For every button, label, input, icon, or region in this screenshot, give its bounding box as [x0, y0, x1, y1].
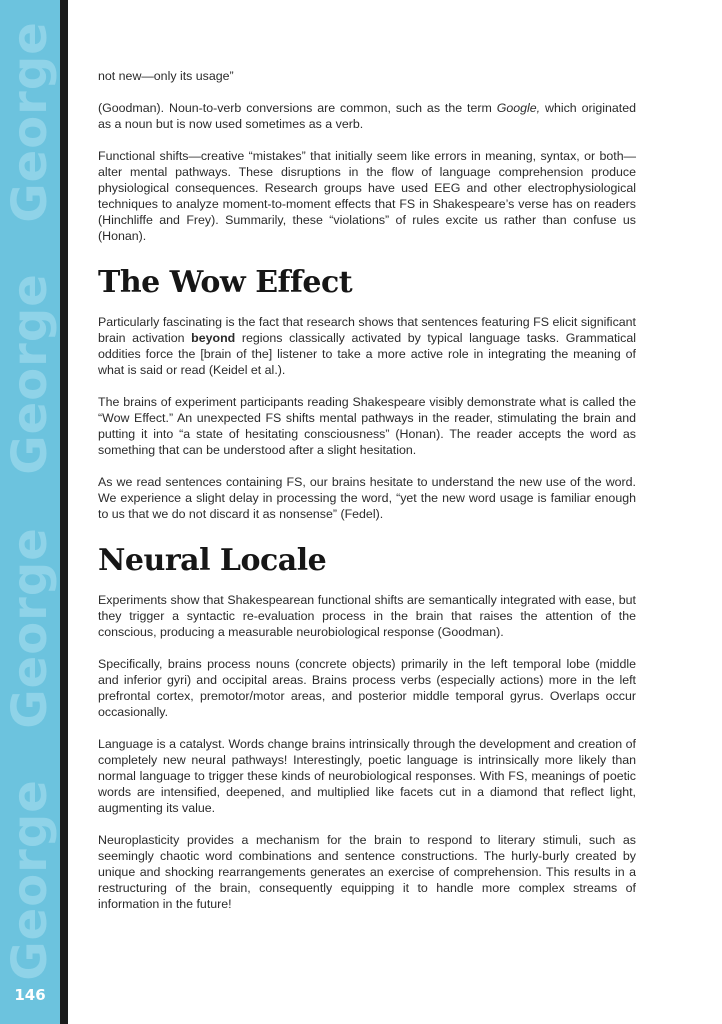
article-body: [98, 68, 636, 912]
sidebar-watermark: George: [2, 779, 58, 981]
paragraph: [98, 314, 636, 378]
paragraph: Specifically, brains process nouns (concrete objects) primarily in the left temporal lobe (middle and inferior gyri) and occipital areas. Brains process verbs (especially actions) more in the left prefrontal cortex, premotor/motor areas, and posterior middle temporal gyrus. Overlaps occur occasionally.: [98, 657, 636, 719]
paragraph: not new—only its usage”: [98, 69, 234, 83]
sidebar-watermark: George: [2, 21, 58, 223]
strong-text: beyond: [191, 331, 236, 345]
paragraph: Neuroplasticity provides a mechanism for the brain to respond to literary stimuli, such as seemingly chaotic word combinations and sentence constructions. The hurly-burly created by unique and shocking rearrangements generates an exercise of comprehension. This results in a restructuring of the brain, consequently equipping it to handle more complex streams of information in the future!: [98, 833, 636, 911]
sidebar-watermark: George: [2, 273, 58, 475]
sidebar-divider: [60, 0, 68, 1024]
paragraph: As we read sentences containing FS, our brains hesitate to understand the new use of the word. We experience a slight delay in processing the word, “yet the new word usage is familiar enough to us that we do not discard it as nonsense” (Fedel).: [98, 475, 636, 521]
section-heading: The Wow Effect: [98, 265, 353, 300]
section-heading: Neural Locale: [98, 543, 327, 578]
sidebar-watermark: George: [2, 527, 58, 729]
paragraph: Functional shifts—creative “mistakes” that initially seem like errors in meaning, syntax, or both—alter mental pathways. These disruptions in the flow of language comprehension produce physiological consequences. Research groups have used EEG and other electrophysiological techniques to analyze moment-to-moment effects that FS in Shakespeare’s verse has on readers (Hinchliffe and Frey). Summarily, these “violations” of rules excite us rather than confuse us (Honan).: [98, 149, 636, 243]
emphasis: Google,: [496, 101, 541, 115]
text-run: which originated as a noun but is now used sometimes as a verb.: [98, 101, 636, 131]
text-run: regions classically activated by typical language tasks. Grammatical oddities force the [brain of the] listener to take a more active role in integrating the meaning of what is said or read (Keidel et al.).: [98, 331, 636, 377]
paragraph: [98, 100, 636, 132]
page-number: 146: [14, 986, 46, 1004]
paragraph: Language is a catalyst. Words change brains intrinsically through the development and creation of completely new neural pathways! Interestingly, poetic language is intrinsically more likely than normal language to trigger these kinds of neurobiological responses. With FS, meanings of poetic words are intensified, deepened, and multiplied like facets cut in a diamond that reflect light, augmenting its value.: [98, 737, 636, 815]
text-run: (Goodman). Noun-to-verb conversions are common, such as the term: [98, 101, 497, 115]
text-run: Particularly fascinating is the fact that research shows that sentences featuring FS elicit significant brain activation: [98, 315, 636, 345]
paragraph: Experiments show that Shakespearean functional shifts are semantically integrated with ease, but they trigger a syntactic re-evaluation process in the brain that raises the attention of the conscious, producing a measurable neurobiological response (Goodman).: [98, 593, 636, 639]
paragraph: The brains of experiment participants reading Shakespeare visibly demonstrate what is called the “Wow Effect.” An unexpected FS shifts mental pathways in the reader, stimulating the brain and putting it into “a state of hesitating consciousness” (Honan). The reader accepts the word as something that can be understood after a slight hesitation.: [98, 395, 636, 457]
